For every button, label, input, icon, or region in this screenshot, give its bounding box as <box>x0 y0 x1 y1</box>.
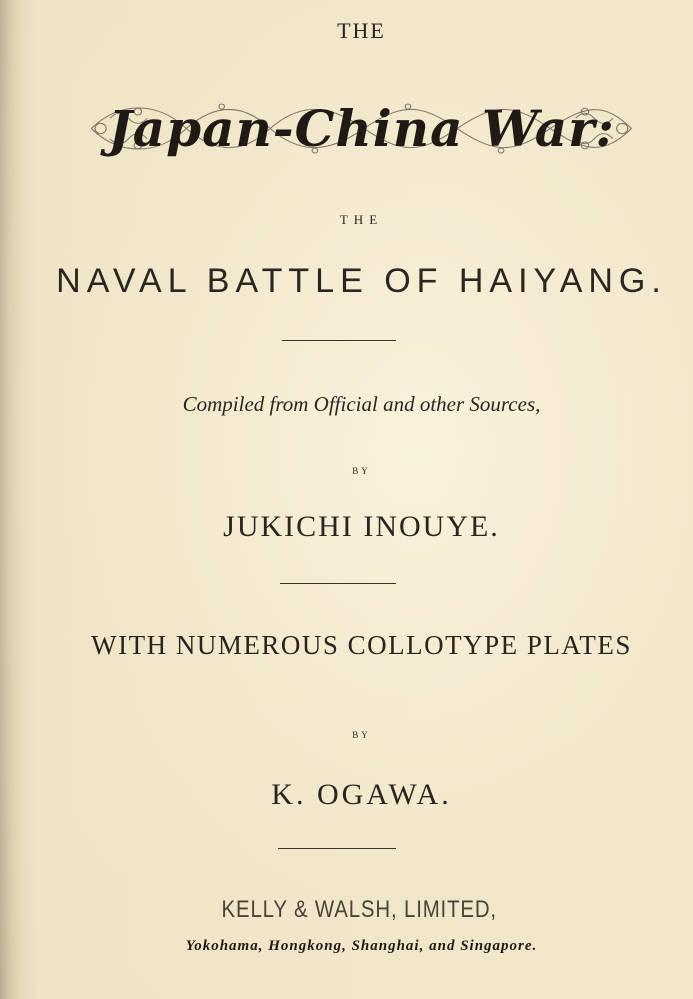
the-heading-top: THE <box>337 18 386 43</box>
publisher-cities: Yokohama, Hongkong, Shanghai, and Singapore. <box>185 938 538 954</box>
author-name: JUKICHI INOUYE. <box>223 510 500 543</box>
photographer-name: K. OGAWA. <box>271 778 452 811</box>
compiled-from-line: Compiled from Official and other Sources, <box>182 392 541 416</box>
main-title-block <box>0 86 693 170</box>
divider-rule-1 <box>282 340 396 341</box>
divider-rule-3 <box>278 848 396 849</box>
by-label-photographer: BY <box>352 730 371 740</box>
divider-rule-2 <box>280 583 396 584</box>
publisher-name: KELLY & WALSH, LIMITED, <box>221 896 497 923</box>
the-heading-middle: THE <box>339 212 384 227</box>
main-title: Japan-China War: <box>108 98 615 158</box>
plates-line: WITH NUMEROUS COLLOTYPE PLATES <box>91 630 632 660</box>
ornamental-title-frame <box>82 93 641 164</box>
by-label-author: BY <box>352 466 371 476</box>
subtitle: NAVAL BATTLE OF HAIYANG. <box>56 262 667 300</box>
